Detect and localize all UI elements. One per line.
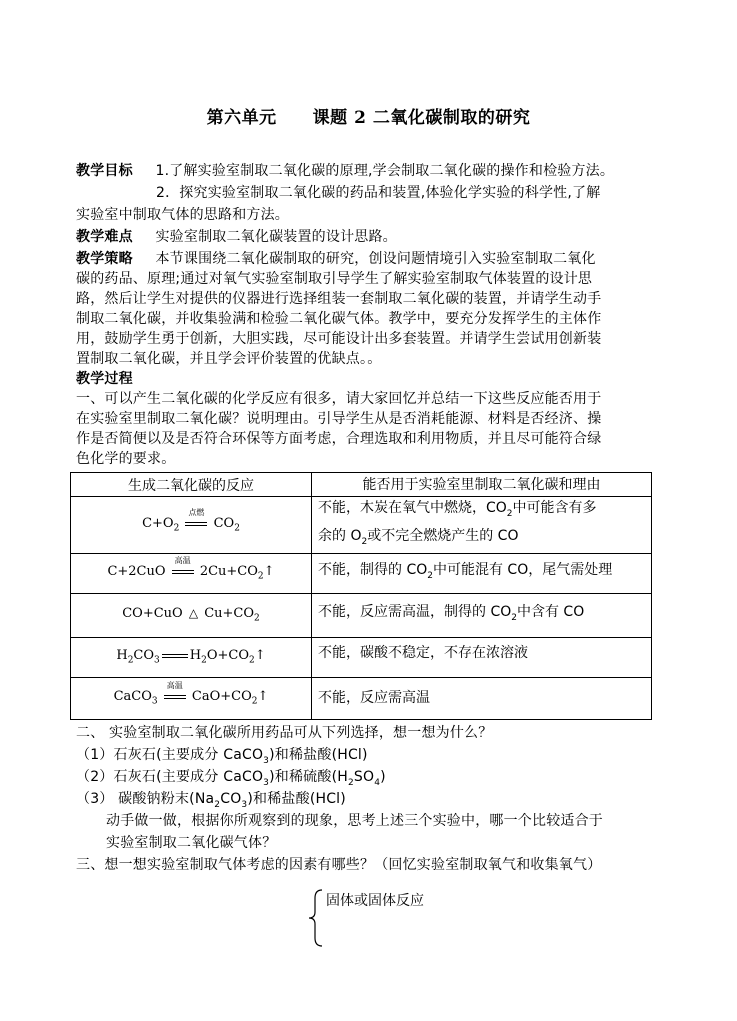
process-line-4: 色化学的要求。 (76, 451, 176, 467)
section2-line-6: 实验室制取二氧化碳气体？ (106, 835, 277, 851)
left-brace (306, 888, 328, 948)
strategy-label: 教学策略 (76, 251, 133, 267)
table-row (71, 593, 652, 637)
header-reason: 能否用于实验室里制取二氧化碳和理由 (312, 473, 652, 497)
strategy-line-2: 碳的药品、原理;通过对氧气实验室制取引导学生了解实验室制取气体装置的设计思 (76, 271, 593, 287)
page-title (0, 103, 737, 128)
table-row (71, 677, 652, 719)
reaction-equation: CO+CuO △ $Cu+CO_2$ (71, 593, 312, 637)
process-line-3: 作是否简便以及是否符合环保等方面考虑，合理选取和利用物质，并且尽可能符合绿 (76, 431, 602, 447)
section2-item-1: （1）石灰石(主要成分 CaCO$_3$)和稀盐酸(HCl) (76, 747, 368, 766)
table-row (71, 553, 652, 593)
strategy-line-1 (76, 248, 696, 270)
goals-text-1: 1.了解实验室制取二氧化碳的原理,学会制取二氧化碳的操作和检验方法。 (155, 163, 615, 179)
brace-item: 固体或固体反应 (326, 893, 424, 909)
goals-line-3: 实验室中制取气体的思路和方法。 (76, 207, 289, 223)
process-line-2: 在实验室里制取二氧化碳？说明理由。引导学生从是否消耗能源、材料是否经济、操 (76, 411, 602, 427)
strategy-text-1: 本节课围绕二氧化碳制取的研究，创设问题情境引入实验室制取二氧化 (155, 251, 596, 267)
strategy-line-4: 制取二氧化碳，并收集验满和检验二氧化碳气体。教学中，要充分发挥学生的主体作 (76, 311, 602, 327)
title-unit: 第六单元 (206, 108, 277, 128)
goals-label: 教学目标 (76, 163, 133, 179)
reaction-reason: 不能，碳酸不稳定，不存在浓溶液 (312, 637, 652, 677)
process-label: 教学过程 (76, 371, 133, 387)
difficulty-text: 实验室制取二氧化碳装置的设计思路。 (155, 229, 397, 245)
strategy-line-5: 用，鼓励学生勇于创新，大胆实践，尽可能设计出多套装置。并请学生尝试用创新装 (76, 331, 602, 347)
difficulty-line (76, 226, 696, 248)
reaction-equation: C+2CuO 高温 $2Cu+CO_2↑$ (71, 553, 312, 593)
process-line-1: 一、可以产生二氧化碳的化学反应有很多，请大家回忆并总结一下这些反应能否用于 (76, 391, 602, 407)
header-reaction: 生成二氧化碳的反应 (71, 473, 312, 497)
reaction-equation: $C+O_2$ 点燃 $CO_2$ (71, 497, 312, 554)
reaction-reason: 不能，反应需高温 (312, 677, 652, 719)
reaction-reason: 不能，反应需高温，制得的 $CO_2$中含有 CO (312, 593, 652, 637)
title-topic: 课题 2 二氧化碳制取的研究 (312, 108, 531, 128)
strategy-line-3: 路，然后让学生对提供的仪器进行选择组装一套制取二氧化碳的装置，并请学生动手 (76, 291, 602, 307)
difficulty-label: 教学难点 (76, 229, 133, 245)
table-header-row (71, 473, 652, 497)
section2-item-2: （2）石灰石(主要成分 CaCO$_3$)和稀硫酸$(H_2SO_4)$ (76, 769, 386, 788)
table-row (71, 497, 652, 554)
section2-item-3: （3） 碳酸钠粉末$(Na_2CO_3)$和稀盐酸(HCl) (76, 791, 346, 810)
reaction-table (70, 472, 652, 720)
section2-line-1: 二、 实验室制取二氧化碳所用药品可从下列选择，想一想为什么？ (76, 725, 493, 741)
section2-line-5: 动手做一做，根据你所观察到的现象，思考上述三个实验中，哪一个比较适合于 (106, 813, 603, 829)
goals-line-1 (76, 160, 696, 182)
goals-line-2: 2．探究实验室制取二氧化碳的药品和装置,体验化学实验的科学性,了解 (156, 185, 601, 201)
reaction-equation: $H_2CO_3$ $H_2O+CO_2↑$ (71, 637, 312, 677)
strategy-line-6: 置制取二氧化碳，并且学会评价装置的优缺点。。 (76, 351, 382, 367)
reaction-reason: 不能，木炭在氧气中燃烧，$CO_2$中可能含有多 余的 $O_2$或不完全燃烧产生的 CO (312, 497, 652, 554)
reaction-reason: 不能，制得的 $CO_2$中可能混有 CO，尾气需处理 (312, 553, 652, 593)
table-row (71, 637, 652, 677)
reaction-equation: CaCO$_3$ 高温 $CaO+CO_2↑$ (71, 677, 312, 719)
section3-line-1: 三、想一想实验室制取气体考虑的因素有哪些？（回忆实验室制取氧气和收集氧气） (76, 857, 602, 873)
